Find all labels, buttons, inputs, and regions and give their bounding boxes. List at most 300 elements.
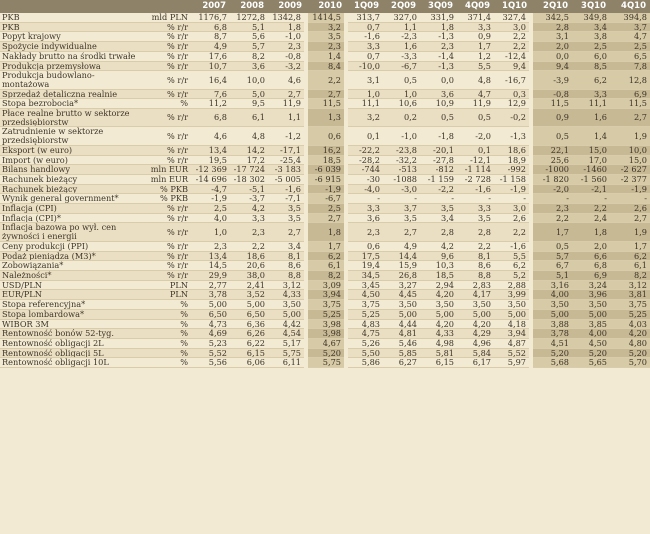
table-row — [0, 71, 650, 89]
table-cell: 327,4 — [494, 13, 531, 22]
row-label: Inflacja (CPI) — [0, 204, 141, 214]
table-cell: 2,0 — [531, 42, 572, 52]
table-cell: 3,3 — [230, 213, 268, 223]
table-cell: 3,5 — [268, 204, 306, 214]
table-cell: 6,7 — [531, 261, 572, 271]
table-cell: 8,2 — [306, 270, 346, 280]
table-cell: 8,8 — [457, 270, 494, 280]
table-row — [0, 280, 650, 290]
table-cell: 1,0 — [192, 223, 230, 241]
row-label: Rentowność obligacji 2L — [0, 338, 141, 348]
table-cell: 5,84 — [457, 348, 494, 358]
row-label: Podaż pieniądza (M3)* — [0, 251, 141, 261]
table-cell: -1,6 — [268, 184, 306, 194]
table-cell: 6,2 — [494, 261, 531, 271]
table-cell: -1,9 — [610, 184, 650, 194]
table-cell: 1,0 — [346, 89, 383, 99]
table-cell: - — [457, 194, 494, 204]
table-cell: 7,8 — [610, 61, 650, 71]
table-row — [0, 290, 650, 300]
table-cell: 4,83 — [346, 319, 383, 329]
table-cell: 4,33 — [420, 329, 457, 339]
table-cell: 3,4 — [268, 241, 306, 251]
table-cell: 3,6 — [230, 61, 268, 71]
table-cell: 1,8 — [420, 22, 457, 32]
table-cell: 8,4 — [306, 61, 346, 71]
table-cell: 13,4 — [192, 251, 230, 261]
table-cell: -1460 — [572, 165, 610, 175]
table-cell: 3,5 — [383, 213, 420, 223]
row-label: Stopa lombardowa* — [0, 309, 141, 319]
table-cell: 6,1 — [610, 261, 650, 271]
row-label: Rachunek bieżący — [0, 174, 141, 184]
table-cell: 2,2 — [494, 32, 531, 42]
table-cell: 19,4 — [346, 261, 383, 271]
table-cell: 18,9 — [494, 155, 531, 165]
table-cell: -22,2 — [346, 145, 383, 155]
table-cell: 5,81 — [420, 348, 457, 358]
table-cell: 3,2 — [346, 109, 383, 127]
table-cell: 3,2 — [306, 22, 346, 32]
table-cell: -2,1 — [572, 184, 610, 194]
row-unit: % r/r — [141, 241, 192, 251]
table-cell: 0,3 — [494, 89, 531, 99]
table-cell: 8,6 — [268, 261, 306, 271]
row-unit: % — [141, 309, 192, 319]
table-cell: 8,2 — [610, 270, 650, 280]
table-row — [0, 329, 650, 339]
table-cell: 15,0 — [572, 145, 610, 155]
table-cell: 6,11 — [268, 358, 306, 368]
row-unit: PLN — [141, 290, 192, 300]
table-cell: 4,00 — [531, 290, 572, 300]
table-cell: -2,0 — [457, 127, 494, 145]
table-cell: 1,7 — [306, 241, 346, 251]
table-row — [0, 223, 650, 241]
table-cell: 3,50 — [383, 300, 420, 310]
table-cell: 3,50 — [572, 300, 610, 310]
table-cell: 3,50 — [268, 300, 306, 310]
column-header: 2Q09 — [383, 0, 420, 13]
table-cell: 4,44 — [383, 319, 420, 329]
row-label: PKB — [0, 13, 141, 22]
column-header: 1Q10 — [494, 0, 531, 13]
table-cell: 2,4 — [572, 213, 610, 223]
table-cell: 5,97 — [494, 358, 531, 368]
table-cell: -2,2 — [420, 184, 457, 194]
table-cell: 4,2 — [420, 241, 457, 251]
column-header: 2007 — [192, 0, 230, 13]
table-cell: 1,1 — [268, 109, 306, 127]
table-cell: 11,5 — [306, 99, 346, 109]
table-cell: 17,2 — [230, 155, 268, 165]
table-row — [0, 51, 650, 61]
table-cell: 2,2 — [494, 223, 531, 241]
table-cell: 2,7 — [610, 109, 650, 127]
table-cell: 10,0 — [230, 71, 268, 89]
table-cell: 4,18 — [494, 319, 531, 329]
table-cell: -1 114 — [457, 165, 494, 175]
table-cell: 25,6 — [531, 155, 572, 165]
table-cell: 2,5 — [572, 42, 610, 52]
table-cell: 3,75 — [610, 300, 650, 310]
table-cell: 3,50 — [420, 300, 457, 310]
table-cell: 2,3 — [306, 42, 346, 52]
table-cell: 11,9 — [268, 99, 306, 109]
table-cell: 3,6 — [420, 89, 457, 99]
row-unit: % r/r — [141, 261, 192, 271]
column-header: 1Q09 — [346, 0, 383, 13]
table-cell: 0,5 — [420, 109, 457, 127]
table-cell: 14,4 — [383, 251, 420, 261]
table-cell: 4,17 — [457, 290, 494, 300]
row-label: Wynik general government* — [0, 194, 141, 204]
table-body — [0, 13, 650, 368]
table-cell: 3,75 — [346, 300, 383, 310]
table-row — [0, 348, 650, 358]
table-cell: 3,27 — [383, 280, 420, 290]
table-cell: 3,94 — [306, 290, 346, 300]
table-cell: 4,80 — [610, 338, 650, 348]
table-cell: 3,50 — [457, 300, 494, 310]
row-unit: % — [141, 348, 192, 358]
table-cell: 5,0 — [230, 89, 268, 99]
table-cell: 5,46 — [383, 338, 420, 348]
table-cell: 6,15 — [420, 358, 457, 368]
table-cell: 4,50 — [572, 338, 610, 348]
table-cell: 0,0 — [531, 51, 572, 61]
table-row — [0, 42, 650, 52]
table-cell: 6,8 — [192, 109, 230, 127]
row-unit: % r/r — [141, 213, 192, 223]
table-cell: 349,8 — [572, 13, 610, 22]
column-header: 2008 — [230, 0, 268, 13]
header-row — [0, 0, 650, 13]
table-cell: 5,25 — [610, 309, 650, 319]
table-cell: -30 — [346, 174, 383, 184]
table-cell: -1,0 — [268, 32, 306, 42]
table-cell: 2,6 — [494, 213, 531, 223]
table-cell: 5,86 — [346, 358, 383, 368]
row-unit: % r/r — [141, 109, 192, 127]
table-cell: 4,0 — [192, 213, 230, 223]
table-cell: 15,0 — [610, 155, 650, 165]
table-row — [0, 270, 650, 280]
column-header: 2010 — [306, 0, 346, 13]
table-cell: 2,7 — [610, 213, 650, 223]
table-cell: -7,1 — [268, 194, 306, 204]
table-cell: 15,9 — [383, 261, 420, 271]
table-cell: 38,0 — [230, 270, 268, 280]
table-cell: 2,3 — [192, 241, 230, 251]
table-cell: 0,6 — [346, 241, 383, 251]
table-cell: 3,3 — [572, 89, 610, 99]
table-cell: 5,00 — [457, 309, 494, 319]
row-unit: % r/r — [141, 42, 192, 52]
table-cell: 5,26 — [346, 338, 383, 348]
table-cell: 2,5 — [610, 42, 650, 52]
table-cell: 29,9 — [192, 270, 230, 280]
table-cell: 4,87 — [494, 338, 531, 348]
table-cell: 13,4 — [192, 145, 230, 155]
table-cell: -20,1 — [420, 145, 457, 155]
row-unit: % r/r — [141, 61, 192, 71]
table-cell: 4,20 — [610, 329, 650, 339]
row-unit: % r/r — [141, 270, 192, 280]
table-row — [0, 300, 650, 310]
table-cell: -3,7 — [230, 194, 268, 204]
table-row — [0, 184, 650, 194]
table-cell: 18,5 — [306, 155, 346, 165]
table-cell: -3,0 — [383, 184, 420, 194]
table-cell: 3,8 — [572, 32, 610, 42]
row-unit: % — [141, 329, 192, 339]
table-cell: 2,7 — [306, 213, 346, 223]
table-cell: 5,70 — [610, 358, 650, 368]
table-cell: -5 005 — [268, 174, 306, 184]
table-cell: 8,6 — [457, 261, 494, 271]
row-label: Zobowiązania* — [0, 261, 141, 271]
table-cell: 2,2 — [494, 42, 531, 52]
table-cell: -16,7 — [494, 71, 531, 89]
row-label: Płace realne brutto w sektorze przedsiębiorstw — [0, 109, 141, 127]
table-cell: 6,36 — [230, 319, 268, 329]
table-cell: -12 369 — [192, 165, 230, 175]
row-unit: % — [141, 319, 192, 329]
table-row — [0, 241, 650, 251]
table-cell: 2,2 — [230, 241, 268, 251]
row-label: Nakłady brutto na środki trwałe — [0, 51, 141, 61]
row-unit: % r/r — [141, 89, 192, 99]
table-cell: 3,98 — [306, 319, 346, 329]
table-cell: 0,2 — [383, 109, 420, 127]
table-cell: 3,3 — [346, 42, 383, 52]
row-unit: % r/r — [141, 22, 192, 32]
table-cell: 6,15 — [230, 348, 268, 358]
table-cell: 4,8 — [457, 71, 494, 89]
table-cell: 4,7 — [457, 89, 494, 99]
row-label: Sprzedaż detaliczna realnie — [0, 89, 141, 99]
table-cell: 2,5 — [306, 204, 346, 214]
table-row — [0, 13, 650, 22]
row-unit: % r/r — [141, 155, 192, 165]
table-cell: 2,8 — [457, 223, 494, 241]
table-cell: 10,0 — [610, 145, 650, 155]
row-unit: % PKB — [141, 184, 192, 194]
table-cell: 3,5 — [306, 32, 346, 42]
row-label: Rentowność obligacji 10L — [0, 358, 141, 368]
table-cell: -1,6 — [494, 241, 531, 251]
table-cell: 0,9 — [457, 32, 494, 42]
table-cell: 3,94 — [494, 329, 531, 339]
table-cell: 5,75 — [268, 348, 306, 358]
row-label: Rentowność bonów 52-tyg. — [0, 329, 141, 339]
table-cell: 10,3 — [420, 261, 457, 271]
table-cell: 0,1 — [457, 145, 494, 155]
table-cell: - — [531, 194, 572, 204]
table-cell: 5,1 — [531, 270, 572, 280]
table-cell: 1414,5 — [306, 13, 346, 22]
table-cell: 4,9 — [192, 42, 230, 52]
table-cell: 4,42 — [268, 319, 306, 329]
table-cell: -0,8 — [531, 89, 572, 99]
table-cell: 394,8 — [610, 13, 650, 22]
table-cell: 26,8 — [383, 270, 420, 280]
table-cell: 5,2 — [494, 270, 531, 280]
table-cell: 1,7 — [457, 42, 494, 52]
table-cell: 6,8 — [192, 22, 230, 32]
table-cell: -1,3 — [420, 61, 457, 71]
column-header: 4Q09 — [457, 0, 494, 13]
row-label: Bilans handlowy — [0, 165, 141, 175]
table-cell: 4,73 — [192, 319, 230, 329]
table-cell: 1,6 — [572, 109, 610, 127]
table-cell: 6,2 — [572, 71, 610, 89]
table-cell: 1,9 — [610, 127, 650, 145]
table-cell: 4,03 — [610, 319, 650, 329]
table-cell: 5,00 — [230, 300, 268, 310]
table-cell: 0,5 — [531, 127, 572, 145]
table-cell: 4,45 — [383, 290, 420, 300]
table-cell: 4,7 — [610, 32, 650, 42]
table-cell: 331,9 — [420, 13, 457, 22]
table-cell: 5,1 — [230, 22, 268, 32]
row-unit: % r/r — [141, 251, 192, 261]
table-cell: 5,5 — [494, 251, 531, 261]
table-cell: -1,9 — [494, 184, 531, 194]
table-cell: 2,83 — [457, 280, 494, 290]
table-cell: 0,5 — [457, 109, 494, 127]
table-cell: -6 039 — [306, 165, 346, 175]
table-cell: -1,0 — [383, 127, 420, 145]
row-unit: % — [141, 338, 192, 348]
table-cell: 2,7 — [268, 89, 306, 99]
table-cell: 3,3 — [346, 204, 383, 214]
table-row — [0, 61, 650, 71]
table-cell: 4,6 — [268, 71, 306, 89]
table-cell: 11,2 — [192, 99, 230, 109]
table-cell: 5,20 — [306, 348, 346, 358]
table-cell: 4,81 — [383, 329, 420, 339]
table-cell: -2,0 — [531, 184, 572, 194]
table-cell: 3,52 — [230, 290, 268, 300]
row-label: Stopa bezrobocia* — [0, 99, 141, 109]
table-cell: 5,85 — [383, 348, 420, 358]
table-cell: -10,0 — [346, 61, 383, 71]
table-cell: 4,9 — [383, 241, 420, 251]
table-cell: -18 302 — [230, 174, 268, 184]
table-cell: -1 820 — [531, 174, 572, 184]
table-cell: 3,0 — [494, 22, 531, 32]
table-cell: 5,20 — [531, 348, 572, 358]
table-cell: -2 728 — [457, 174, 494, 184]
table-cell: 7,6 — [192, 89, 230, 99]
table-cell: 6,8 — [572, 261, 610, 271]
table-cell: -1,2 — [268, 127, 306, 145]
table-cell: -0,8 — [268, 51, 306, 61]
table-cell: 2,3 — [230, 223, 268, 241]
table-cell: 4,00 — [572, 329, 610, 339]
table-cell: 8,7 — [192, 32, 230, 42]
table-cell: - — [383, 194, 420, 204]
table-cell: 327,0 — [383, 13, 420, 22]
table-cell: -3,3 — [383, 51, 420, 61]
table-cell: 3,16 — [531, 280, 572, 290]
table-cell: -6 915 — [306, 174, 346, 184]
table-cell: 342,5 — [531, 13, 572, 22]
table-cell: -1,8 — [420, 127, 457, 145]
table-cell: 3,45 — [346, 280, 383, 290]
table-cell: 6,50 — [192, 309, 230, 319]
table-cell: -3 183 — [268, 165, 306, 175]
table-cell: 3,50 — [494, 300, 531, 310]
table-cell: -4,7 — [192, 184, 230, 194]
table-cell: 4,96 — [457, 338, 494, 348]
table-row — [0, 309, 650, 319]
table-cell: 4,8 — [230, 127, 268, 145]
table-row — [0, 99, 650, 109]
table-row — [0, 213, 650, 223]
row-label: PKB — [0, 22, 141, 32]
table-cell: 0,5 — [383, 71, 420, 89]
table-cell: 0,7 — [346, 51, 383, 61]
table-cell: 22,1 — [531, 145, 572, 155]
row-label: EUR/PLN — [0, 290, 141, 300]
table-cell: 3,98 — [306, 329, 346, 339]
table-row — [0, 204, 650, 214]
table-cell: 16,2 — [306, 145, 346, 155]
table-cell: 1,8 — [306, 223, 346, 241]
row-label: Inflacja (CPI)* — [0, 213, 141, 223]
table-row — [0, 194, 650, 204]
table-cell: 4,54 — [268, 329, 306, 339]
table-cell: -6,7 — [383, 61, 420, 71]
table-cell: 1,8 — [268, 22, 306, 32]
table-cell: 11,5 — [610, 99, 650, 109]
table-cell: 1,4 — [572, 127, 610, 145]
row-label: Produkcja przemysłowa — [0, 61, 141, 71]
table-cell: -12,1 — [457, 155, 494, 165]
row-unit: mln EUR — [141, 174, 192, 184]
row-label: Rentowność obligacji 5L — [0, 348, 141, 358]
table-cell: -3,2 — [268, 61, 306, 71]
table-cell: 18,6 — [230, 251, 268, 261]
table-row — [0, 174, 650, 184]
table-cell: 4,67 — [306, 338, 346, 348]
table-cell: 4,29 — [457, 329, 494, 339]
table-cell: 5,65 — [572, 358, 610, 368]
table-cell: 2,3 — [346, 223, 383, 241]
table-cell: 2,7 — [268, 223, 306, 241]
header-unit-blank — [141, 0, 192, 13]
table-cell: -1,9 — [192, 194, 230, 204]
table-cell: 6,6 — [572, 251, 610, 261]
table-cell: 3,12 — [610, 280, 650, 290]
table-cell: -28,2 — [346, 155, 383, 165]
table-cell: -744 — [346, 165, 383, 175]
table-cell: 3,7 — [383, 204, 420, 214]
table-cell: 0,5 — [531, 241, 572, 251]
table-cell: 9,5 — [230, 99, 268, 109]
table-cell: 5,25 — [306, 309, 346, 319]
table-cell: 10,6 — [383, 99, 420, 109]
table-cell: 3,81 — [610, 290, 650, 300]
table-cell: 6,5 — [610, 51, 650, 61]
table-cell: 1,2 — [457, 51, 494, 61]
table-cell: 3,99 — [494, 290, 531, 300]
column-header: 3Q10 — [572, 0, 610, 13]
table-cell: - — [572, 194, 610, 204]
